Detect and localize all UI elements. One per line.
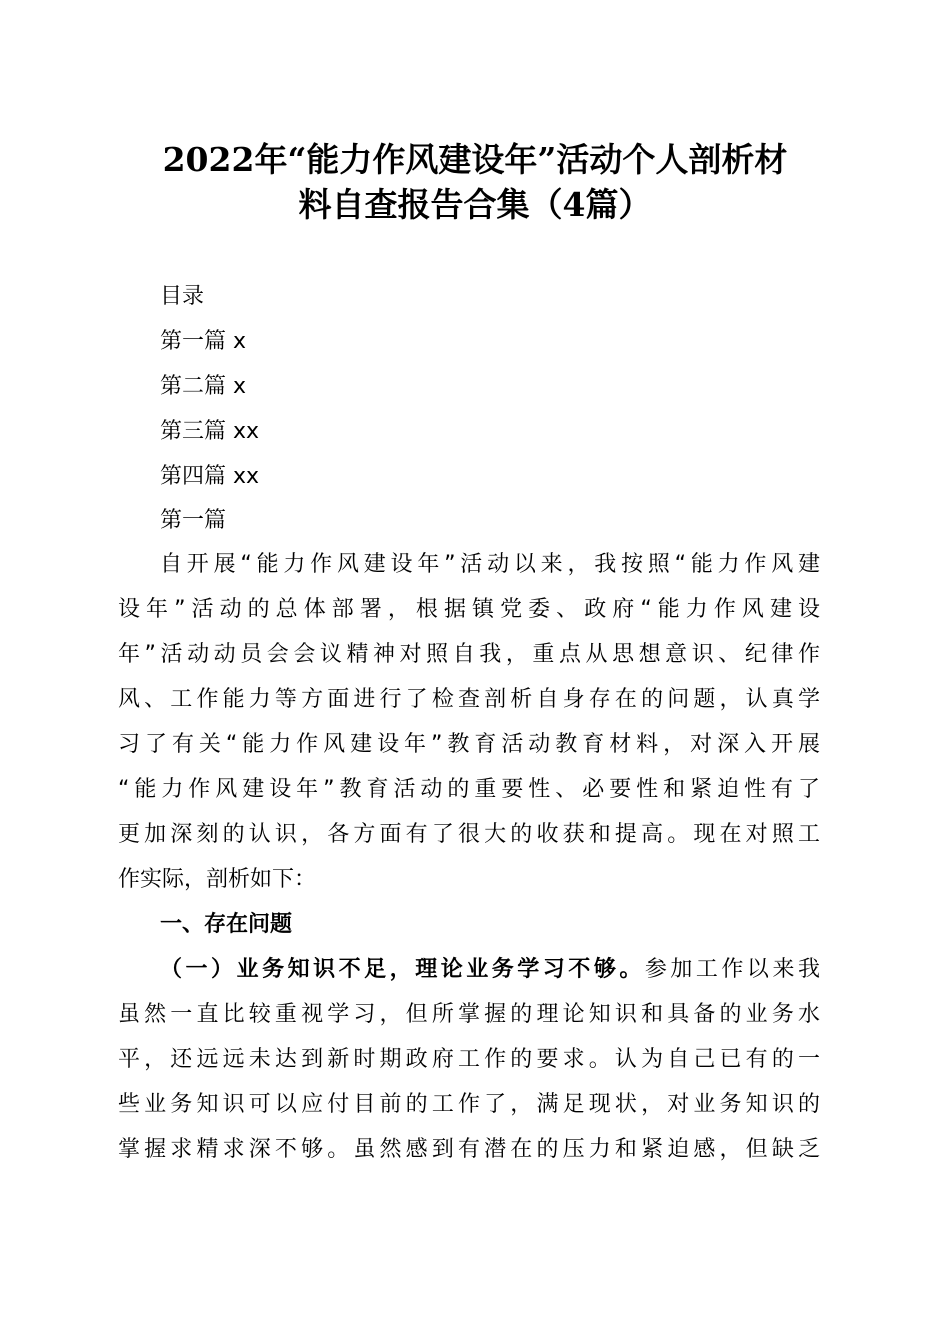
- intro-line-3: 年”活动动员会会议精神对照自我，重点从思想意识、纪律作: [118, 642, 820, 667]
- intro-line-5: 习了有关“能力作风建设年”教育活动教育材料，对深入开展: [118, 732, 820, 757]
- point1-line-3: 平，还远远未达到新时期政府工作的要求。认为自己已有的一: [118, 1047, 820, 1072]
- intro-line-1: 自开展“能力作风建设年”活动以来，我按照“能力作风建: [160, 552, 820, 577]
- point1-line-1: [160, 955, 820, 985]
- intro-line-2: 设年”活动的总体部署，根据镇党委、政府“能力作风建设: [118, 597, 820, 622]
- point1-line-4: 些业务知识可以应付目前的工作了，满足现状，对业务知识的: [118, 1092, 820, 1117]
- point1-rest: 参加工作以来我: [644, 957, 820, 982]
- intro-line-7: 更加深刻的认识，各方面有了很大的收获和提高。现在对照工: [118, 822, 820, 847]
- toc-item-1: 第一篇 x: [160, 329, 247, 354]
- document-title-line-2: 料自查报告合集（4篇）: [298, 185, 652, 224]
- intro-line-4: 风、工作能力等方面进行了检查剖析自身存在的问题，认真学: [118, 687, 820, 712]
- section-label: 第一篇: [160, 508, 227, 533]
- intro-line-8: 作实际，剖析如下：: [118, 867, 317, 892]
- point1-line-2: 虽然一直比较重视学习，但所掌握的理论知识和具备的业务水: [118, 1002, 820, 1027]
- toc-item-4: 第四篇 xx: [160, 464, 260, 489]
- toc-item-2: 第二篇 x: [160, 374, 247, 399]
- point1-line-5: 掌握求精求深不够。虽然感到有潜在的压力和紧迫感，但缺乏: [118, 1137, 820, 1162]
- intro-line-6: “能力作风建设年”教育活动的重要性、必要性和紧迫性有了: [118, 777, 820, 802]
- toc-item-3: 第三篇 xx: [160, 419, 260, 444]
- point1-bold-lead: （一）业务知识不足，理论业务学习不够。: [160, 957, 645, 982]
- document-title-line-1: 2022年“能力作风建设年”活动个人剖析材: [162, 140, 788, 179]
- toc-heading: 目录: [160, 284, 205, 309]
- section-heading-problems: 一、存在问题: [160, 912, 293, 937]
